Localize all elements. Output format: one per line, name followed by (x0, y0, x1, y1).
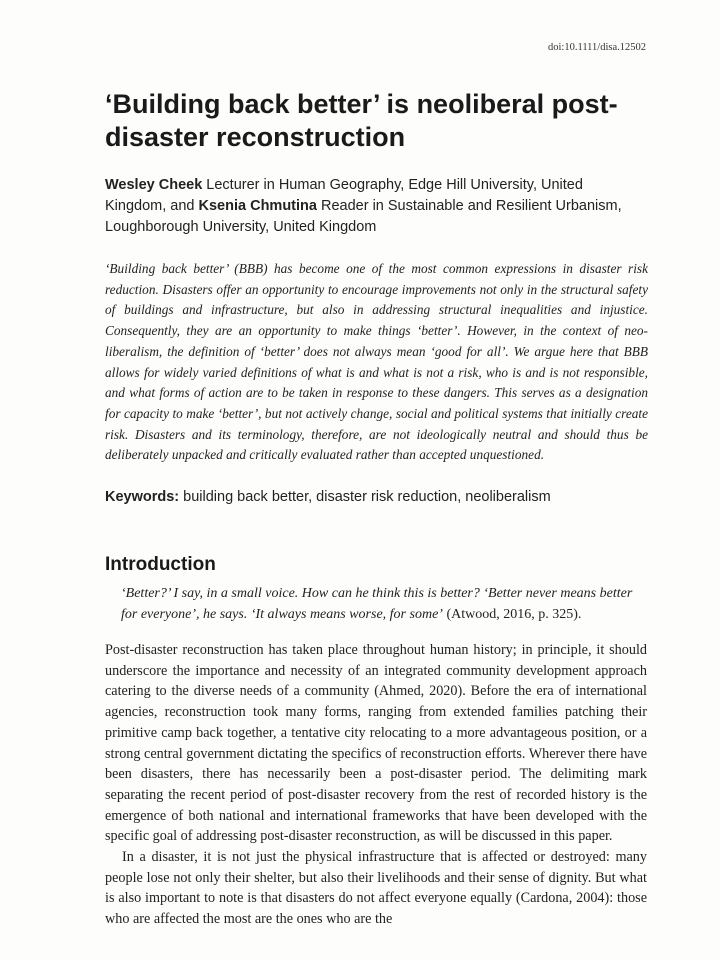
doi-reference: doi:10.1111/disa.12502 (548, 42, 646, 53)
abstract: ‘Building back better’ (BBB) has become one of the most common expressions in disaster risk reduction. Disasters offer an opportunity to encourage improvements not only in the structural safety of buildings and infrastructure, but also in addressing structural inequalities and injustice. Consequently, they are an opportunity to make things ‘better’. However, in the context of neo-liberalism, the definition of ‘better’ does not always mean ‘good for all’. We argue here that BBB allows for widely varied definitions of what is and what is not a risk, who is and is not responsible, and what forms of action are to be taken in response to these dangers. This serves as a designation for capacity to make ‘better’, but not actively change, social and political systems that initially create risk. Disasters and its terminology, therefore, are not ideologically neutral and should thus be deliberately unpacked and critically evaluated rather than accepted unquestioned. (105, 261, 648, 463)
epigraph (121, 583, 641, 625)
author-block (105, 175, 645, 238)
paragraph: Post-disaster reconstruction has taken place throughout human history; in principle, it should underscore the importance and necessity of an integrated community development approach catering to the diverse needs of a community (Ahmed, 2020). Before the era of international agencies, reconstruction took many forms, ranging from extended families patching their primitive camp back together, a tentative city relocating to a more advantageous position, or a strong central government dictating the specifics of reconstruction efforts. Wherever there have been disasters, there has necessarily been a post-disaster period. The delimiting mark separating the recent period of post-disaster recovery from the rest of recorded history is the emergence of both national and international frameworks that have been developed with the specific goal of addressing post-disaster reconstruction, as will be discussed in this paper. (105, 642, 647, 845)
author-affiliation: Reader in Sustainable and Resilient Urbanism, Loughborough University, United Kingdom (105, 198, 622, 235)
article-title: ‘Building back better’ is neoliberal post-disaster reconstruction (105, 89, 618, 152)
section-heading-introduction: Introduction (105, 554, 216, 575)
body-text (105, 640, 647, 930)
paragraph: In a disaster, it is not just the physical infrastructure that is affected or destroyed: many people lose not only their shelter, but also their livelihoods and their sense of dignity. But what is also important to note is that disasters do not affect everyone equally (Cardona, 2004): those who are affected the most are the ones who are the (105, 849, 647, 928)
epigraph-quote: ‘Better?’ I say, in a small voice. How can he think this is better? ‘Better never means better for everyone’, he says. ‘It always means worse, for some’ (121, 586, 633, 622)
keywords-text: building back better, disaster risk reduction, neoliberalism (179, 489, 551, 505)
author-name: Wesley Cheek (105, 177, 203, 193)
keywords (105, 487, 665, 507)
epigraph-citation: (Atwood, 2016, p. 325). (442, 607, 582, 622)
keywords-label: Keywords: (105, 489, 180, 505)
author-name: Ksenia Chmutina (198, 198, 317, 214)
author-affiliation: Lecturer in Human Geography, Edge Hill University, United Kingdom, and (105, 177, 583, 214)
